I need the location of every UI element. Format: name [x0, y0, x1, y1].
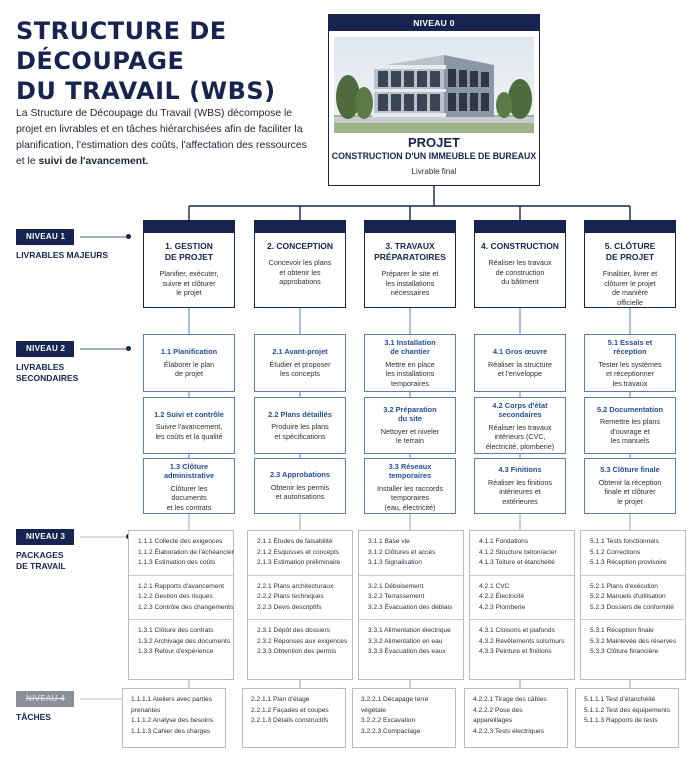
- package-item: 3.1.1 Base vie: [368, 538, 410, 545]
- level1-dot: [126, 234, 131, 239]
- level1-title: [255, 241, 345, 252]
- level1-title-line: DE PROJET: [605, 252, 655, 262]
- level2-description: [259, 483, 341, 502]
- package-item: 1.1.1 Collecte des exigences: [138, 538, 223, 545]
- level1-title-line: 1. GESTION: [165, 241, 213, 251]
- level2-box-3-3: [364, 458, 456, 514]
- level3-label: [16, 529, 74, 572]
- level1-description-line: Planifier, exécuter,: [159, 269, 219, 278]
- level2-description-line: Suivre l'avancement,: [155, 422, 223, 431]
- level2-description-line: le terrain: [396, 436, 424, 446]
- level1-title: [475, 241, 565, 252]
- level2-description: [479, 360, 561, 379]
- level1-name: LIVRABLES MAJEURS: [16, 250, 109, 260]
- package-item: 5.2.2 Manuels d'utilisation: [590, 593, 666, 600]
- level2-description: [479, 423, 561, 452]
- level2-title-line: 4.1 Gros œuvre: [492, 347, 548, 357]
- level2-description: [259, 422, 341, 441]
- level2-description-line: temporaires: [391, 379, 429, 388]
- package-item: 2.1.3 Estimation préliminaire: [257, 559, 341, 566]
- level3-package-box-4: [469, 530, 575, 680]
- task-item: 5.1.1.1 Test d'étanchéité: [584, 696, 656, 703]
- level4-task-box-3: [352, 688, 456, 748]
- level4-task-box-1: [122, 688, 226, 748]
- level1-title: [365, 241, 455, 263]
- level2-description-line: Remettre les plans: [600, 417, 660, 427]
- package-divider: [248, 575, 352, 576]
- level1-description: [255, 258, 345, 287]
- level2-description: [259, 360, 341, 379]
- level2-title-line: 4.2 Corps d'état: [492, 401, 548, 410]
- level2-title-line: 1.3 Clôture: [169, 462, 209, 471]
- level2-description: [589, 417, 671, 446]
- package-item: 5.3.1 Réception finale: [590, 627, 654, 634]
- level2-description-line: les concepts: [280, 369, 320, 379]
- package-item: 5.2.1 Plans d'exécution: [590, 582, 658, 590]
- level2-description-line: finale et clôturer: [604, 487, 656, 497]
- level2-description-line: Nettoyer et niveler: [380, 426, 440, 436]
- level2-box-3-2: [364, 397, 456, 454]
- level2-box-4-1: [474, 334, 566, 392]
- package-group: [590, 582, 681, 614]
- package-item: 3.3.3 Évacuation des eaux: [368, 648, 446, 655]
- level1-description-line: Finaliser, livrer et: [602, 269, 658, 278]
- level2-box-2-2: [254, 397, 346, 454]
- level2-box-1-2: [143, 397, 235, 454]
- package-group: [138, 537, 234, 569]
- package-item: 4.3.2 Revêtements sols/murs: [479, 637, 565, 645]
- level2-description: [148, 360, 230, 379]
- level1-title-line: 3. TRAVAUX: [385, 241, 435, 251]
- level2-description-line: les manuels: [610, 436, 650, 446]
- level1-box-bar: [365, 221, 455, 233]
- level1-title: [585, 241, 675, 263]
- package-item: 1.2.3 Contrôle des changements: [138, 603, 234, 611]
- level3-package-box-3: [358, 530, 464, 680]
- package-item: 3.1.2 Clôtures et accès: [368, 548, 436, 556]
- project-subtitle: CONSTRUCTION D'UN IMMEUBLE DE BUREAUX: [331, 151, 537, 161]
- level2-name-line-2: SECONDAIRES: [16, 373, 79, 383]
- task-item: 2.2.1.2 Façades et coupes: [251, 706, 329, 714]
- level2-description-line: Obtenir la réception: [598, 477, 662, 487]
- level1-tag: NIVEAU 1: [16, 229, 74, 245]
- package-item: 1.3.1 Clôture des contrats: [138, 627, 214, 634]
- package-group: [368, 537, 459, 569]
- level4-task-box-5: [575, 688, 679, 748]
- package-item: 2.1.1 Études de faisabilité: [257, 538, 333, 545]
- task-item: 4.2.2.2 Pose des appareillages: [473, 706, 523, 724]
- package-item: 2.2.2 Plans techniques: [257, 593, 324, 600]
- page-title-line-1: STRUCTURE DE DÉCOUPAGE: [16, 17, 227, 75]
- package-divider: [581, 619, 685, 620]
- level2-description: [589, 360, 671, 389]
- level2-name-line-1: LIVRABLES: [16, 362, 65, 372]
- level2-title-line: 5.3 Clôture finale: [600, 465, 660, 475]
- level1-description-line: de construction: [495, 267, 545, 277]
- level2-description-line: le projet: [617, 496, 643, 506]
- level2-title-line: de chantier: [390, 347, 430, 357]
- package-item: 5.3.2 Mainlevée des réserves: [590, 637, 677, 645]
- level2-description-line: Réaliser les travaux: [488, 422, 552, 432]
- package-group: [590, 537, 681, 569]
- level3-name-line-2: DE TRAVAIL: [16, 561, 66, 571]
- package-item: 5.1.2 Corrections: [590, 548, 641, 556]
- level1-description-line: le projet: [176, 288, 202, 298]
- level1-description-line: suivre et clôturer: [162, 278, 216, 288]
- package-item: 4.2.2 Électricité: [479, 593, 525, 600]
- level1-description: [365, 269, 455, 298]
- task-item: 4.2.2.3 Tests électriques: [473, 727, 544, 735]
- package-item: 2.2.3 Devis descriptifs: [257, 603, 322, 611]
- task-item: 4.2.2.1 Tirage des câbles: [473, 696, 547, 703]
- level3-tag: NIVEAU 3: [16, 529, 74, 545]
- level2-box-5-1: [584, 334, 676, 392]
- package-item: 4.2.3 Plomberie: [479, 603, 526, 611]
- package-group: [479, 582, 570, 614]
- level2-description-line: et spécifications: [274, 431, 326, 441]
- package-item: 2.2.1 Plans architecturaux: [257, 582, 334, 590]
- level1-box-construction: [474, 220, 566, 308]
- level2-description-line: Mettre en place: [385, 359, 435, 369]
- level2-title-line: réception: [613, 347, 647, 357]
- package-group: [479, 626, 570, 658]
- level2-box-2-3: [254, 458, 346, 514]
- level2-description-line: (eau, électricité): [384, 503, 436, 512]
- project-note: Livrable final: [411, 167, 457, 176]
- level2-title-line: 4.3 Finitions: [498, 465, 542, 475]
- package-group: [138, 626, 229, 658]
- level2-title-line: 1.2 Suivi et contrôle: [154, 409, 224, 419]
- level1-description-line: approbations: [279, 277, 321, 287]
- level2-title-line: 2.1 Avant-projet: [272, 347, 328, 357]
- level2-box-2-1: [254, 334, 346, 392]
- level2-description-line: Installer les raccords: [377, 483, 443, 493]
- level2-description-line: intérieures et: [499, 487, 541, 497]
- level2-title-line: 2.2 Plans détaillés: [268, 409, 332, 419]
- level0-project-box: [328, 14, 540, 186]
- level1-description-line: les installations: [385, 278, 435, 288]
- level3-package-box-5: [580, 530, 686, 680]
- task-item: 5.1.1.2 Test des équipements: [584, 706, 671, 714]
- level3-package-box-2: [247, 530, 353, 680]
- level2-title-line: 5.1 Essais et: [607, 338, 653, 347]
- package-group: [479, 537, 570, 569]
- package-item: 1.2.1 Rapports d'avancement: [138, 582, 224, 590]
- level2-description-line: et l'enveloppe: [497, 369, 543, 379]
- level2-description-line: d'ouvrage et: [610, 426, 650, 436]
- package-item: 3.2.3 Évacuation des déblais: [368, 603, 453, 611]
- package-item: 1.1.3 Estimation des coûts: [138, 559, 216, 566]
- level1-description-line: nécessaires: [390, 288, 430, 298]
- level2-description: [148, 422, 230, 441]
- level0-tag: NIVEAU 0: [329, 15, 539, 31]
- level1-title-line: DE PROJET: [164, 252, 214, 262]
- level2-description: [369, 427, 451, 446]
- level1-box-conception: [254, 220, 346, 308]
- level1-box-bar: [475, 221, 565, 233]
- level1-title: [144, 241, 234, 263]
- level2-description-line: Étudier et proposer: [269, 359, 331, 369]
- level2-box-4-3: [474, 458, 566, 514]
- package-item: 3.2.2 Terrassement: [368, 593, 425, 600]
- level1-box-bar: [255, 221, 345, 233]
- package-item: 5.1.1 Tests fonctionnels: [590, 538, 659, 545]
- level2-description-line: extérieures: [502, 496, 538, 506]
- level2-title-line: 3.3 Réseaux: [388, 462, 432, 471]
- package-divider: [359, 619, 463, 620]
- level2-box-5-2: [584, 397, 676, 454]
- level4-tag: NIVEAU 4: [16, 691, 74, 707]
- level2-description-line: Élaborer le plan: [163, 359, 215, 369]
- level2-description: [479, 478, 561, 507]
- level1-title-line: 5. CLÔTURE: [604, 241, 656, 251]
- level1-box-bar: [144, 221, 234, 233]
- level2-title-line: 5.2 Documentation: [596, 404, 664, 414]
- intro-text: La Structure de Découpage du Travail (WBS) décompose le projet en livrables et en tâches hiérarchisées afin de faciliter la planification, l'estimation des coûts, l'affectation des ressources et le: [16, 108, 307, 167]
- package-group: [138, 582, 234, 614]
- level2-description-line: Réaliser les finitions: [488, 477, 552, 487]
- level2-title-line: administrative: [163, 471, 215, 481]
- package-item: 4.2.1 CVC: [479, 582, 510, 590]
- task-item: 2.2.1.1 Plan d'étage: [251, 696, 310, 703]
- task-item: 3.2.2.3 Compactage: [361, 727, 421, 735]
- level3-name-line-1: PACKAGES: [16, 550, 64, 560]
- level2-description-line: temporaires: [391, 493, 429, 503]
- level1-description: [585, 269, 675, 307]
- level1-description-line: Réaliser les travaux: [488, 258, 552, 267]
- task-item: 5.1.1.3 Rapports de tests: [584, 717, 658, 724]
- level1-description: [475, 258, 565, 287]
- level1-title-line: 4. CONSTRUCTION: [481, 241, 559, 251]
- task-item: prenantes: [131, 706, 161, 714]
- task-item: 1.1.1.1 Ateliers avec parties: [131, 696, 213, 703]
- office-building-image: [334, 37, 534, 133]
- task-item: 2.2.1.3 Détails constructifs: [251, 717, 329, 724]
- package-divider: [470, 619, 574, 620]
- level2-description-line: les installations: [385, 369, 435, 379]
- level4-task-box-4: [464, 688, 568, 748]
- level2-title-line: 3.1 Installation: [384, 338, 436, 347]
- level1-title-line: PRÉPARATOIRES: [374, 252, 446, 262]
- level2-box-1-3: [143, 458, 235, 514]
- level2-box-4-2: [474, 397, 566, 454]
- package-item: 1.2.2 Gestion des risques: [138, 593, 213, 600]
- level1-box-gestion: [143, 220, 235, 308]
- package-item: 4.1.1 Fondations: [479, 538, 529, 545]
- level2-title-line: temporaires: [388, 471, 432, 481]
- package-item: 5.3.3 Clôture financière: [590, 648, 659, 655]
- level2-description-line: Produire les plans: [271, 422, 329, 431]
- level2-description-line: Obtenir les permis: [270, 482, 330, 492]
- task-item: 1.1.1.3 Cahier des charges: [131, 727, 211, 735]
- package-group: [368, 626, 459, 658]
- level1-box-travaux: [364, 220, 456, 308]
- level2-description: [148, 484, 230, 513]
- level2-description-line: et réceptionner: [606, 369, 654, 379]
- intro-paragraph: [16, 106, 316, 170]
- level2-title-line: secondaires: [498, 410, 542, 420]
- level2-box-1-1: [143, 334, 235, 392]
- level1-box-bar: [585, 221, 675, 233]
- level2-title-line: 2.3 Approbations: [269, 470, 331, 480]
- level2-description-line: Tester les systèmes: [598, 359, 662, 369]
- level1-description-line: et obtenir les: [279, 267, 321, 277]
- level1-description-line: clôturer le projet: [604, 278, 656, 288]
- package-item: 3.2.1 Déboisement: [368, 582, 424, 590]
- package-item: 3.3.2 Alimentation en eau: [368, 637, 443, 645]
- level2-description-line: Clôturer les: [170, 483, 208, 493]
- level2-title-line: 3.2 Préparation: [383, 404, 437, 414]
- level2-description-line: intérieurs (CVC,: [494, 432, 546, 442]
- level2-description-line: Réaliser la structure: [488, 359, 552, 369]
- level2-description-line: et autorisations: [275, 492, 325, 502]
- level1-description: [144, 269, 234, 298]
- package-item: 4.3.3 Peinture et finitions: [479, 648, 552, 655]
- package-divider: [359, 575, 463, 576]
- level4-label: [16, 691, 74, 723]
- level1-description-line: officielle: [617, 297, 643, 307]
- package-item: 2.3.2 Réponses aux exigences: [257, 637, 348, 645]
- level3-package-box-1: [128, 530, 234, 680]
- level2-box-3-1: [364, 334, 456, 392]
- package-item: 1.3.3 Retour d'expérience: [138, 648, 214, 655]
- level4-task-box-2: [242, 688, 346, 748]
- task-item: 3.2.2.1 Décapage terre végétale: [361, 696, 429, 714]
- project-title: PROJET: [407, 135, 460, 150]
- package-item: 2.3.3 Obtention des permis: [257, 648, 337, 655]
- level2-description: [369, 484, 451, 513]
- task-item: 3.2.2.2 Excavation: [361, 717, 416, 724]
- level2-description-line: les travaux: [612, 379, 648, 388]
- level2-description: [369, 360, 451, 389]
- package-item: 4.1.2 Structure béton/acier: [479, 548, 557, 556]
- package-group: [368, 582, 459, 614]
- package-divider: [581, 575, 685, 576]
- task-item: 1.1.1.2 Analyse des besoins: [131, 717, 214, 724]
- package-group: [257, 537, 348, 569]
- package-divider: [248, 619, 352, 620]
- level1-description-line: Préparer le site et: [381, 269, 439, 278]
- level2-dot: [126, 346, 131, 351]
- level2-tag: NIVEAU 2: [16, 341, 74, 357]
- level2-description-line: les coûts et la qualité: [155, 431, 223, 441]
- package-item: 2.1.2 Esquisses et concepts: [257, 548, 340, 556]
- package-divider: [470, 575, 574, 576]
- level4-name: TÂCHES: [16, 712, 51, 722]
- level2-description-line: et les contrats: [166, 503, 212, 512]
- package-item: 1.1.2 Élaboration de l'échéancier: [138, 548, 234, 556]
- level1-description-line: Concevoir les plans: [268, 258, 332, 267]
- package-divider: [129, 619, 233, 620]
- package-item: 5.1.3 Réception provisoire: [590, 559, 667, 566]
- level1-label: [16, 229, 108, 261]
- level1-description-line: du bâtiment: [501, 277, 539, 287]
- package-item: 1.3.2 Archivage des documents: [138, 637, 231, 645]
- page-title: [16, 16, 316, 106]
- package-item: 4.1.3 Toiture et étanchéité: [479, 559, 555, 566]
- package-item: 3.1.3 Signalisation: [368, 559, 422, 566]
- page-title-line-2: DU TRAVAIL (WBS): [16, 77, 276, 105]
- level2-description-line: électricité, plomberie): [485, 442, 555, 451]
- level2-title-line: 1.1 Planification: [160, 347, 218, 357]
- level2-description-line: de projet: [175, 369, 203, 379]
- level2-title-line: du site: [398, 414, 422, 424]
- package-group: [257, 626, 348, 658]
- package-item: 5.2.3 Dossiers de conformité: [590, 603, 674, 611]
- level1-description-line: de manière: [612, 288, 648, 298]
- package-divider: [129, 575, 233, 576]
- level1-title-line: 2. CONCEPTION: [266, 241, 334, 251]
- package-item: 3.3.1 Alimentation électrique: [368, 627, 451, 634]
- package-item: 4.3.1 Cloisons et plafonds: [479, 627, 555, 634]
- level2-description-line: documents: [171, 493, 207, 503]
- level2-description: [589, 478, 671, 507]
- package-group: [257, 582, 348, 614]
- level1-box-cloture: [584, 220, 676, 308]
- intro-bold-text: suivi de l'avancement.: [38, 156, 149, 167]
- package-group: [590, 626, 681, 658]
- level2-label: [16, 341, 78, 384]
- package-item: 2.3.1 Dépôt des dossiers: [257, 627, 330, 634]
- level2-box-5-3: [584, 458, 676, 514]
